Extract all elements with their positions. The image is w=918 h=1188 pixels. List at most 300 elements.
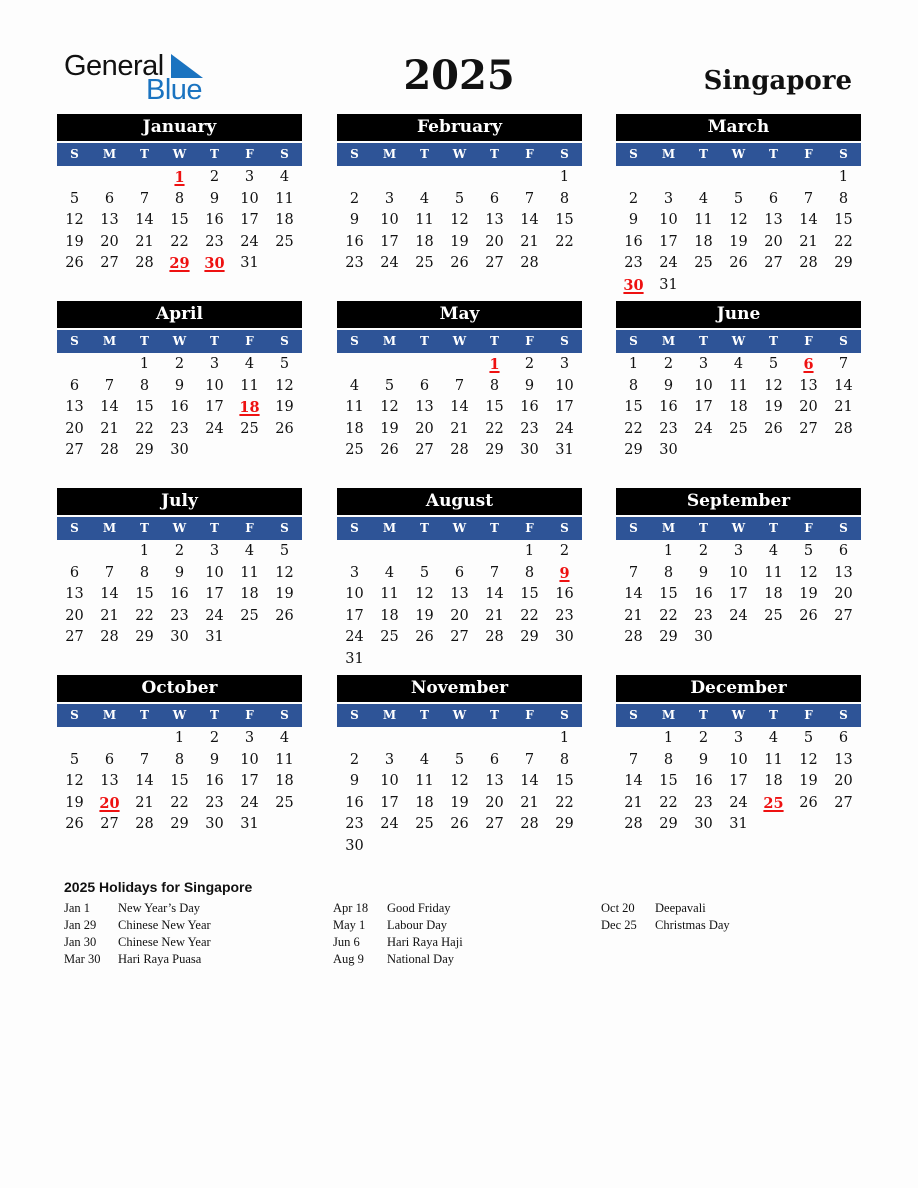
- month-june: [616, 301, 861, 462]
- date-cell: 1: [663, 730, 674, 746]
- weekday-label: T: [420, 521, 429, 535]
- empty-cell: [616, 728, 651, 750]
- date-cell: 18: [415, 794, 434, 811]
- month-may: [337, 301, 582, 462]
- weekday-label: S: [560, 521, 569, 535]
- empty-cell: [442, 728, 477, 750]
- date-cell: 11: [764, 564, 783, 581]
- date-cell: 8: [524, 564, 535, 581]
- holiday-date: 30: [204, 255, 225, 272]
- date-cell: 6: [69, 564, 80, 581]
- date-cell: 24: [240, 794, 259, 811]
- date-cell: 15: [485, 399, 504, 415]
- date-cell: 5: [803, 730, 814, 746]
- weekday-header: [57, 143, 302, 166]
- date-cell: 16: [170, 399, 189, 415]
- month-february: [337, 114, 582, 275]
- holiday-name: Hari Raya Haji: [387, 935, 463, 949]
- date-cell: 22: [555, 233, 574, 250]
- holiday-date: 30: [623, 276, 644, 294]
- date-cell: 25: [694, 255, 713, 271]
- holidays-columns: [64, 900, 864, 970]
- date-cell: 14: [834, 377, 853, 394]
- holiday-date: Dec 25: [601, 918, 637, 932]
- date-cell: 18: [694, 233, 713, 250]
- date-cell: 3: [733, 730, 744, 746]
- date-cell: 27: [485, 255, 504, 271]
- date-cell: 27: [834, 794, 853, 811]
- date-cell: 2: [209, 169, 220, 185]
- date-cell: 6: [489, 190, 500, 207]
- date-cell: 8: [838, 190, 849, 207]
- date-cell: 28: [100, 442, 119, 458]
- date-cell: 23: [555, 607, 574, 624]
- empty-cell: [442, 167, 477, 189]
- date-cell: 27: [65, 629, 84, 645]
- holidays-title: 2025 Holidays for Singapore: [64, 879, 253, 895]
- date-cell: 17: [380, 794, 399, 811]
- days-grid: [337, 541, 582, 670]
- date-cell: 21: [450, 420, 469, 437]
- weekday-label: T: [210, 708, 219, 722]
- empty-cell: [57, 354, 92, 376]
- date-cell: 24: [729, 607, 748, 624]
- date-cell: 12: [275, 377, 294, 394]
- date-cell: 9: [174, 564, 185, 581]
- weekday-label: W: [731, 334, 746, 348]
- date-cell: 3: [733, 543, 744, 559]
- empty-cell: [477, 167, 512, 189]
- weekday-label: T: [490, 521, 499, 535]
- holiday-name: Good Friday: [387, 901, 451, 915]
- date-cell: 28: [520, 816, 539, 832]
- date-cell: 6: [104, 751, 115, 768]
- date-cell: 22: [624, 420, 643, 437]
- date-cell: 19: [380, 420, 399, 437]
- date-cell: 29: [659, 629, 678, 645]
- date-cell: 20: [764, 233, 783, 250]
- weekday-label: M: [102, 147, 117, 161]
- weekday-label: F: [245, 147, 254, 161]
- date-cell: 25: [240, 607, 259, 624]
- holiday-date: Apr 18: [333, 901, 369, 915]
- empty-cell: [57, 167, 92, 189]
- holiday-row: [601, 917, 730, 934]
- holiday-row: [333, 917, 463, 934]
- weekday-label: S: [280, 147, 289, 161]
- date-cell: 27: [415, 442, 434, 458]
- month-title: April: [57, 301, 302, 328]
- date-cell: 30: [170, 629, 189, 645]
- date-cell: 4: [279, 169, 290, 185]
- days-grid: [616, 167, 861, 296]
- date-cell: 27: [100, 816, 119, 832]
- date-cell: 28: [624, 816, 643, 832]
- date-cell: 11: [240, 377, 259, 394]
- holiday-name: New Year’s Day: [118, 901, 201, 915]
- date-cell: 10: [729, 751, 748, 768]
- month-title: October: [57, 675, 302, 702]
- date-cell: 5: [454, 190, 465, 207]
- month-title: September: [616, 488, 861, 515]
- weekday-label: F: [804, 708, 813, 722]
- weekday-label: W: [452, 147, 467, 161]
- date-cell: 2: [698, 543, 709, 559]
- date-cell: 16: [694, 773, 713, 789]
- date-cell: 14: [624, 773, 643, 789]
- date-cell: 11: [415, 212, 434, 228]
- date-cell: 8: [663, 564, 674, 581]
- date-cell: 11: [380, 586, 399, 602]
- date-cell: 12: [415, 586, 434, 602]
- weekday-label: M: [102, 521, 117, 535]
- holiday-name: Christmas Day: [655, 918, 730, 932]
- date-cell: 8: [139, 377, 150, 394]
- date-cell: 2: [174, 543, 185, 559]
- empty-cell: [337, 354, 372, 376]
- month-title: December: [616, 675, 861, 702]
- date-cell: 9: [209, 190, 220, 207]
- date-cell: 8: [559, 751, 570, 768]
- weekday-label: M: [661, 521, 676, 535]
- date-cell: 11: [694, 212, 713, 228]
- date-cell: 3: [663, 190, 674, 207]
- date-cell: 17: [694, 399, 713, 415]
- date-cell: 10: [205, 377, 224, 394]
- weekday-label: T: [769, 147, 778, 161]
- date-cell: 16: [170, 586, 189, 602]
- weekday-label: T: [210, 147, 219, 161]
- date-cell: 11: [764, 751, 783, 768]
- date-cell: 13: [485, 773, 504, 789]
- holiday-name: Hari Raya Puasa: [118, 952, 202, 966]
- holiday-date: May 1: [333, 918, 366, 932]
- date-cell: 22: [834, 233, 853, 250]
- month-title: January: [57, 114, 302, 141]
- days-grid: [616, 541, 861, 649]
- empty-cell: [721, 167, 756, 189]
- weekday-label: W: [452, 708, 467, 722]
- empty-cell: [92, 354, 127, 376]
- date-cell: 1: [559, 169, 570, 185]
- date-cell: 14: [799, 212, 818, 228]
- date-cell: 18: [275, 773, 294, 789]
- date-cell: 14: [520, 773, 539, 789]
- empty-cell: [407, 167, 442, 189]
- date-cell: 24: [380, 816, 399, 832]
- holiday-column: [601, 900, 730, 934]
- weekday-header: [337, 330, 582, 353]
- weekday-label: S: [70, 334, 79, 348]
- date-cell: 3: [384, 190, 395, 207]
- date-cell: 24: [345, 629, 364, 645]
- holiday-date: 1: [174, 169, 185, 186]
- days-grid: [616, 354, 861, 462]
- weekday-label: S: [70, 521, 79, 535]
- date-cell: 28: [520, 255, 539, 271]
- date-cell: 25: [275, 794, 294, 811]
- date-cell: 9: [174, 377, 185, 394]
- month-title: November: [337, 675, 582, 702]
- weekday-label: T: [420, 708, 429, 722]
- date-cell: 11: [729, 377, 748, 394]
- holiday-row: [601, 900, 730, 917]
- weekday-label: S: [839, 708, 848, 722]
- holiday-date: 25: [763, 794, 784, 812]
- weekday-label: T: [490, 147, 499, 161]
- date-cell: 14: [520, 212, 539, 228]
- month-january: [57, 114, 302, 275]
- date-cell: 7: [489, 564, 500, 581]
- date-cell: 30: [659, 442, 678, 458]
- holiday-row: [64, 900, 211, 917]
- month-december: [616, 675, 861, 836]
- date-cell: 16: [694, 586, 713, 602]
- date-cell: 11: [415, 773, 434, 789]
- weekday-label: T: [140, 521, 149, 535]
- date-cell: 26: [729, 255, 748, 271]
- date-cell: 20: [415, 420, 434, 437]
- month-title: July: [57, 488, 302, 515]
- date-cell: 23: [694, 794, 713, 811]
- weekday-label: S: [70, 147, 79, 161]
- date-cell: 17: [659, 233, 678, 250]
- date-cell: 2: [524, 356, 535, 372]
- date-cell: 6: [69, 377, 80, 394]
- weekday-label: F: [804, 334, 813, 348]
- date-cell: 29: [485, 442, 504, 458]
- date-cell: 4: [768, 543, 779, 559]
- holiday-date: 18: [239, 399, 260, 416]
- date-cell: 23: [205, 233, 224, 250]
- date-cell: 15: [135, 586, 154, 602]
- date-cell: 7: [104, 564, 115, 581]
- days-grid: [337, 167, 582, 275]
- holiday-date: 9: [559, 564, 570, 582]
- holiday-row: [333, 934, 463, 951]
- date-cell: 2: [349, 190, 360, 207]
- weekday-label: M: [382, 334, 397, 348]
- date-cell: 16: [345, 794, 364, 811]
- date-cell: 27: [65, 442, 84, 458]
- date-cell: 10: [240, 751, 259, 768]
- date-cell: 29: [520, 629, 539, 645]
- date-cell: 17: [380, 233, 399, 250]
- date-cell: 4: [244, 543, 255, 559]
- weekday-label: S: [839, 334, 848, 348]
- weekday-label: F: [245, 334, 254, 348]
- date-cell: 20: [834, 773, 853, 789]
- date-cell: 17: [729, 773, 748, 789]
- date-cell: 5: [454, 751, 465, 768]
- date-cell: 30: [694, 629, 713, 645]
- date-cell: 29: [135, 442, 154, 458]
- date-cell: 16: [345, 233, 364, 250]
- date-cell: 21: [834, 399, 853, 415]
- date-cell: 19: [450, 233, 469, 250]
- date-cell: 3: [349, 564, 360, 581]
- date-cell: 25: [729, 420, 748, 437]
- date-cell: 15: [834, 212, 853, 228]
- empty-cell: [686, 167, 721, 189]
- date-cell: 2: [663, 356, 674, 372]
- empty-cell: [127, 167, 162, 189]
- days-grid: [616, 728, 861, 836]
- holidays-list: [64, 879, 864, 970]
- date-cell: 31: [659, 276, 678, 293]
- weekday-label: F: [525, 521, 534, 535]
- date-cell: 19: [65, 233, 84, 250]
- date-cell: 4: [768, 730, 779, 746]
- date-cell: 31: [345, 650, 364, 667]
- empty-cell: [57, 728, 92, 750]
- month-title: March: [616, 114, 861, 141]
- date-cell: 4: [349, 377, 360, 394]
- date-cell: 20: [65, 420, 84, 437]
- date-cell: 13: [100, 773, 119, 789]
- date-cell: 2: [628, 190, 639, 207]
- date-cell: 24: [659, 255, 678, 271]
- date-cell: 22: [659, 607, 678, 624]
- date-cell: 7: [628, 564, 639, 581]
- holiday-name: National Day: [387, 952, 454, 966]
- date-cell: 25: [275, 233, 294, 250]
- empty-cell: [407, 541, 442, 563]
- date-cell: 1: [628, 356, 639, 372]
- date-cell: 26: [764, 420, 783, 437]
- month-september: [616, 488, 861, 649]
- date-cell: 3: [244, 730, 255, 746]
- logo-text-blue: Blue: [146, 74, 203, 106]
- date-cell: 8: [663, 751, 674, 768]
- empty-cell: [512, 167, 547, 189]
- date-cell: 6: [838, 543, 849, 559]
- date-cell: 10: [555, 377, 574, 394]
- date-cell: 20: [834, 586, 853, 602]
- date-cell: 12: [275, 564, 294, 581]
- date-cell: 9: [628, 212, 639, 228]
- date-cell: 28: [135, 255, 154, 271]
- date-cell: 30: [345, 837, 364, 854]
- date-cell: 1: [524, 543, 535, 559]
- date-cell: 22: [170, 794, 189, 811]
- date-cell: 6: [419, 377, 430, 394]
- date-cell: 13: [799, 377, 818, 394]
- weekday-label: S: [280, 708, 289, 722]
- date-cell: 19: [450, 794, 469, 811]
- date-cell: 21: [799, 233, 818, 250]
- date-cell: 27: [834, 607, 853, 624]
- weekday-label: M: [382, 521, 397, 535]
- weekday-label: W: [172, 708, 187, 722]
- date-cell: 11: [345, 399, 364, 415]
- date-cell: 22: [520, 607, 539, 624]
- holiday-date: Aug 9: [333, 952, 364, 966]
- date-cell: 18: [764, 773, 783, 789]
- date-cell: 19: [799, 773, 818, 789]
- empty-cell: [372, 354, 407, 376]
- date-cell: 10: [205, 564, 224, 581]
- date-cell: 30: [555, 629, 574, 645]
- date-cell: 16: [520, 399, 539, 415]
- date-cell: 6: [838, 730, 849, 746]
- date-cell: 20: [450, 607, 469, 624]
- weekday-label: M: [382, 708, 397, 722]
- date-cell: 8: [489, 377, 500, 394]
- month-title: June: [616, 301, 861, 328]
- date-cell: 15: [520, 586, 539, 602]
- date-cell: 12: [450, 773, 469, 789]
- date-cell: 15: [555, 212, 574, 228]
- date-cell: 13: [834, 564, 853, 581]
- date-cell: 10: [380, 773, 399, 789]
- date-cell: 22: [485, 420, 504, 437]
- holiday-date: Mar 30: [64, 952, 101, 966]
- date-cell: 27: [764, 255, 783, 271]
- date-cell: 25: [345, 442, 364, 458]
- empty-cell: [442, 354, 477, 376]
- weekday-header: [337, 517, 582, 540]
- date-cell: 28: [100, 629, 119, 645]
- date-cell: 6: [104, 190, 115, 207]
- holiday-date: 1: [489, 356, 500, 373]
- holiday-row: [333, 900, 463, 917]
- date-cell: 26: [275, 420, 294, 437]
- holiday-date: Oct 20: [601, 901, 635, 915]
- date-cell: 17: [555, 399, 574, 415]
- date-cell: 21: [485, 607, 504, 624]
- weekday-label: T: [140, 708, 149, 722]
- weekday-label: S: [839, 521, 848, 535]
- weekday-label: T: [210, 334, 219, 348]
- days-grid: [57, 354, 302, 462]
- date-cell: 19: [415, 607, 434, 624]
- month-july: [57, 488, 302, 649]
- holiday-column: [64, 900, 211, 968]
- date-cell: 3: [559, 356, 570, 372]
- date-cell: 26: [799, 794, 818, 811]
- weekday-label: S: [629, 147, 638, 161]
- date-cell: 31: [240, 255, 259, 271]
- date-cell: 4: [419, 751, 430, 768]
- weekday-label: T: [420, 147, 429, 161]
- date-cell: 17: [205, 586, 224, 602]
- date-cell: 3: [244, 169, 255, 185]
- weekday-label: T: [140, 334, 149, 348]
- holiday-column: [333, 900, 463, 968]
- weekday-label: T: [769, 521, 778, 535]
- date-cell: 24: [729, 794, 748, 811]
- date-cell: 29: [170, 816, 189, 832]
- weekday-label: S: [560, 334, 569, 348]
- date-cell: 27: [450, 629, 469, 645]
- weekday-label: S: [350, 334, 359, 348]
- empty-cell: [477, 728, 512, 750]
- date-cell: 25: [380, 629, 399, 645]
- weekday-label: T: [699, 334, 708, 348]
- weekday-header: [337, 143, 582, 166]
- date-cell: 27: [100, 255, 119, 271]
- date-cell: 5: [279, 356, 290, 372]
- empty-cell: [407, 354, 442, 376]
- date-cell: 13: [65, 586, 84, 602]
- date-cell: 29: [659, 816, 678, 832]
- weekday-label: M: [102, 708, 117, 722]
- empty-cell: [92, 167, 127, 189]
- weekday-header: [57, 517, 302, 540]
- date-cell: 16: [659, 399, 678, 415]
- weekday-label: S: [350, 708, 359, 722]
